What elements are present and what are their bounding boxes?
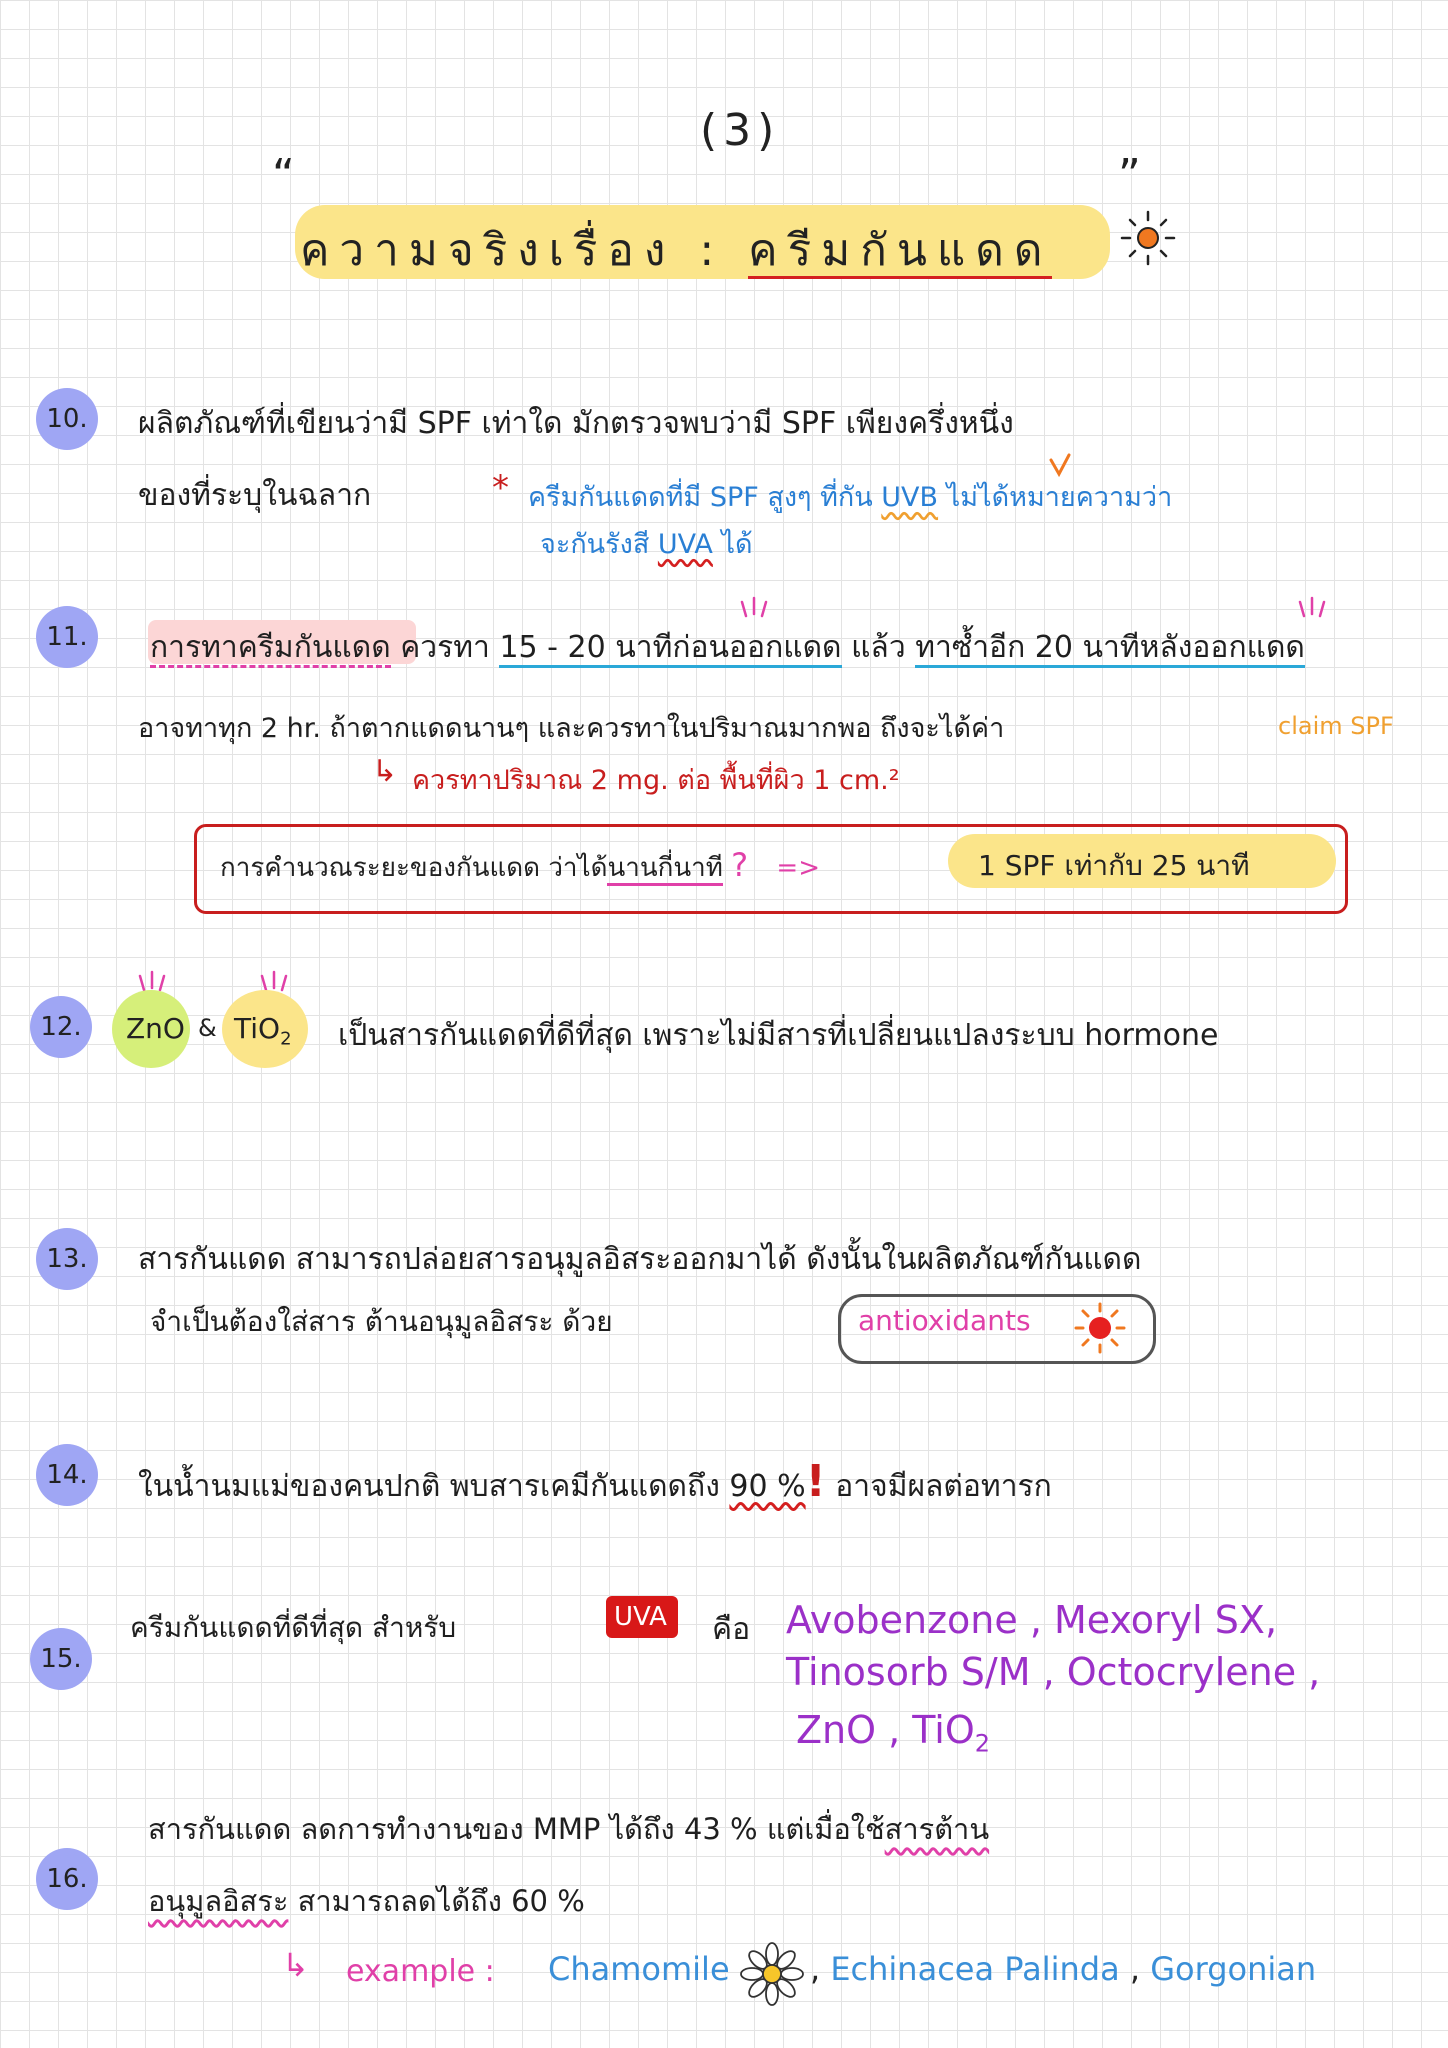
page-number: (3) — [700, 105, 781, 156]
tio2-sub: 2 — [280, 1028, 292, 1050]
item-11-line1 — [150, 624, 1305, 671]
zno-label: ZnO — [126, 1012, 185, 1045]
item-15-text: ครีมกันแดดที่ดีที่สุด สำหรับ — [130, 1611, 457, 1644]
note-uvb: UVB — [881, 482, 939, 513]
example-list — [548, 1950, 1316, 1988]
item-10-note-line1 — [528, 475, 1172, 518]
item-number-16: 16. — [36, 1848, 98, 1910]
item-15-is: คือ — [712, 1612, 751, 1647]
example-sep2: , — [1129, 1950, 1141, 1988]
item-14-text-b: อาจมีผลต่อทารก — [835, 1469, 1052, 1504]
note-star: * — [492, 468, 509, 508]
item-number-10: 10. — [36, 388, 98, 450]
sun-icon — [1072, 1300, 1128, 1356]
amount-text: ควรทาปริมาณ 2 mg. ต่อ พื้นที่ผิว 1 cm.² — [412, 765, 900, 796]
filter-list-line1: Avobenzone , Mexoryl SX, — [786, 1598, 1278, 1642]
box-question: ? — [731, 846, 749, 884]
tio2-text: TiO — [234, 1012, 281, 1045]
note-uva: UVA — [657, 529, 713, 560]
item-16-line1 — [148, 1806, 989, 1852]
check-icon — [1048, 452, 1072, 478]
box-text-u: นานกี่นาที — [607, 853, 722, 886]
filter-list-sub: 2 — [974, 1729, 991, 1758]
note-text-b: ไม่ได้หมายความว่า — [946, 482, 1173, 513]
item-14-text-a: ในน้ำนมแม่ของคนปกติ พบสารเคมีกันแดดถึง — [138, 1469, 720, 1504]
before-text: 15 - 20 นาทีก่อนออกแดด — [499, 630, 841, 668]
item-number-14: 14. — [36, 1444, 98, 1506]
item-number-11: 11. — [36, 606, 98, 668]
item-number-12: 12. — [30, 996, 92, 1058]
item-10-line1: ผลิตภัณฑ์ที่เขียนว่ามี SPF เท่าใด มักตรวจพบว่ามี SPF เพียงครึ่งหนึ่ง — [138, 406, 1014, 441]
filter-list-text: ZnO , TiO — [796, 1708, 975, 1752]
item-12-text: เป็นสารกันแดดที่ดีที่สุด เพราะไม่มีสารที่เปลี่ยนแปลงระบบ hormone — [338, 1018, 1219, 1053]
item-number-13: 13. — [36, 1228, 98, 1290]
example-echinacea: Echinacea Palinda — [830, 1950, 1120, 1988]
example-gorgonian: Gorgonian — [1150, 1950, 1317, 1988]
item-10-note-line2 — [540, 522, 753, 565]
reapply-text: ทาซ้ำอีก 20 นาทีหลังออกแดด — [915, 630, 1305, 668]
item-16-line2 — [148, 1878, 585, 1924]
example-chamomile: Chamomile — [548, 1950, 730, 1988]
note-text-c: จะกันรังสี — [540, 529, 650, 560]
sparkle-icon — [1292, 596, 1332, 620]
sparkle-icon — [734, 596, 774, 620]
box-line — [220, 846, 820, 888]
filter-list-line2: Tinosorb S/M , Octocrylene , — [786, 1650, 1321, 1694]
example-label: example : — [346, 1954, 495, 1989]
exclamation-icon: ! — [805, 1456, 826, 1507]
page-title — [300, 215, 1052, 285]
box-arrow: => — [776, 853, 820, 883]
sun-icon — [1118, 208, 1178, 268]
item-number-15: 15. — [30, 1628, 92, 1690]
item-16-text-u2: อนุมูลอิสระ — [148, 1884, 289, 1918]
note-text-d: ได้ — [721, 529, 753, 560]
then-text: แล้ว — [851, 630, 906, 665]
item-16-text-a: สารกันแดด ลดการทำงานของ MMP ได้ถึง 43 % แต่เมื่อใช้ — [148, 1812, 885, 1846]
box-result: 1 SPF เท่ากับ 25 นาที — [978, 849, 1250, 882]
item-11-line2: อาจทาทุก 2 hr. ถ้าตากแดดนานๆ และควรทาในปริมาณมากพอ ถึงจะได้ค่า — [138, 713, 1005, 744]
item-16-text-b: สามารถลดได้ถึง 60 % — [288, 1884, 585, 1918]
amp: & — [198, 1014, 217, 1042]
item-10-line2: ของที่ระบุในฉลาก — [138, 478, 372, 513]
example-sep1: , — [809, 1950, 821, 1988]
filter-list-line3 — [796, 1708, 990, 1758]
should-apply-text: ควรทา — [400, 630, 490, 665]
item-16-text-u: สารต้าน — [884, 1812, 990, 1846]
arrow-icon: ↳ — [372, 754, 398, 789]
applying-text: การทาครีมกันแดด — [150, 630, 391, 668]
tio2-label — [234, 1012, 292, 1050]
title-prefix: ความจริงเรื่อง : — [300, 225, 749, 276]
uva-badge-text: UVA — [614, 1602, 667, 1632]
title-keyword: ครีมกันแดด — [748, 225, 1052, 279]
item-13-line2: จำเป็นต้องใส่สาร ต้านอนุมูลอิสระ ด้วย — [150, 1305, 613, 1338]
note-text-a: ครีมกันแดดที่มี SPF สูงๆ ที่กัน — [528, 482, 873, 513]
quote-close: ” — [1118, 150, 1141, 201]
flower-icon — [740, 1942, 804, 2006]
example-arrow-icon: ↳ — [282, 1946, 309, 1984]
claim-spf: claim SPF — [1278, 712, 1394, 740]
item-14-pct: 90 % — [729, 1469, 806, 1504]
quote-open: “ — [272, 150, 295, 201]
antioxidants-text: antioxidants — [858, 1304, 1031, 1337]
item-13-line1: สารกันแดด สามารถปล่อยสารอนุมูลอิสระออกมาได้ ดังนั้นในผลิตภัณฑ์กันแดด — [138, 1242, 1142, 1277]
box-text-a: การคำนวณระยะของกันแดด ว่าได้ — [220, 853, 608, 883]
item-14-line — [138, 1456, 1052, 1510]
